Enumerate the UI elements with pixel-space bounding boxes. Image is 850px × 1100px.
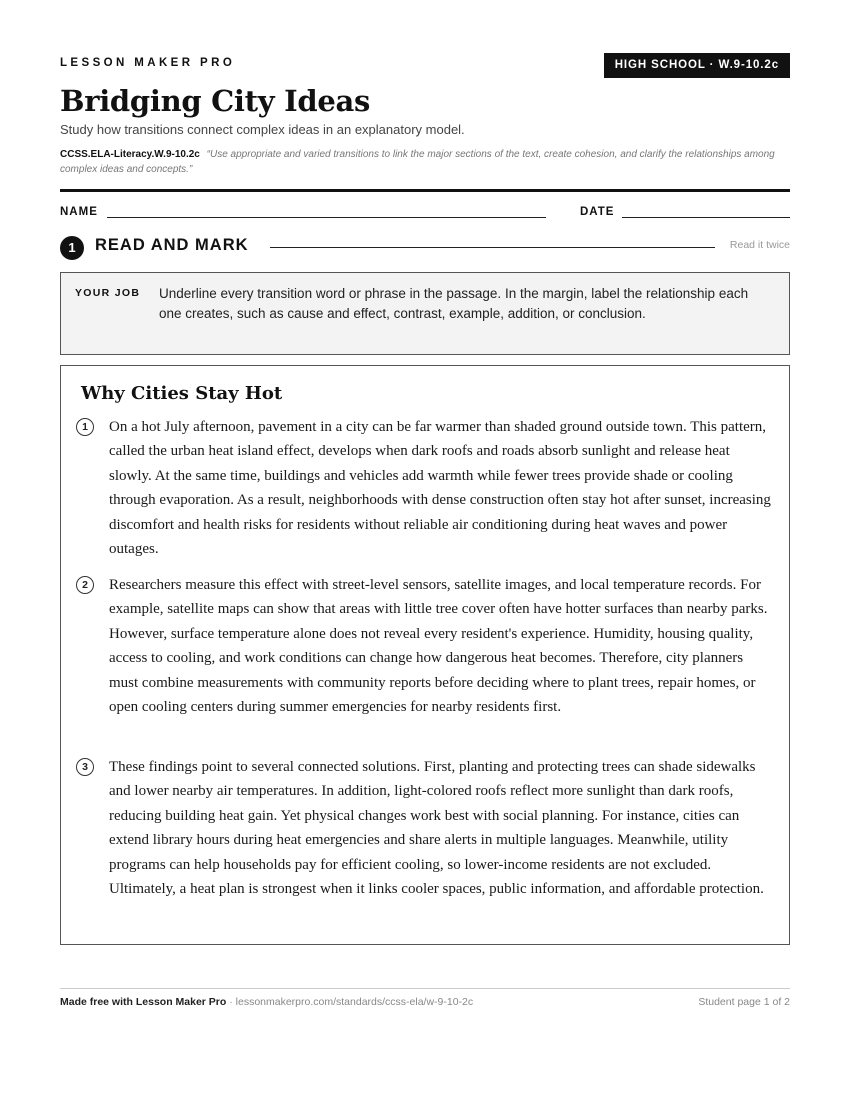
page-subtitle: Study how transitions connect complex ideas in an explanatory model. [60, 122, 465, 137]
section-title: READ AND MARK [95, 236, 249, 254]
footer-url[interactable]: · lessonmakerpro.com/standards/ccss-ela/w-9-10-2c [226, 996, 474, 1008]
passage-paragraph [76, 573, 776, 719]
brand-name: LESSON MAKER PRO [60, 57, 236, 69]
instructions-text: Underline every transition word or phrase in the passage. In the margin, label the relationship each one creates, such as cause and effect, contrast, example, addition, or conclusion. [159, 286, 749, 321]
paragraph-text: Researchers measure this effect with street-level sensors, satellite images, and local temperature records. For example, satellite maps can show that areas with little tree cover often have hotter surfaces than nearby parks. However, surface temperature alone does not reveal every resident's experience. Humidity, housing quality, access to cooling, and work conditions can change how dangerous heat becomes. Therefore, city planners must combine measurements with community reports before deciding where to plant trees, repair homes, or open cooling centers during summer emergencies for nearby residents first. [109, 577, 768, 716]
instructions-label: YOUR JOB [75, 287, 141, 299]
name-label: NAME [60, 206, 98, 218]
date-label: DATE [580, 206, 615, 218]
footer-page-number: Student page 1 of 2 [698, 996, 790, 1008]
paragraph-number: 1 [76, 418, 94, 436]
paragraph-number: 3 [76, 758, 94, 776]
standard-description [60, 147, 790, 177]
level-badge: HIGH SCHOOL · W.9-10.2c [604, 53, 790, 78]
section-number-badge: 1 [60, 236, 84, 260]
name-field[interactable] [107, 217, 546, 218]
standard-quote: “Use appropriate and varied transitions to link the major sections of the text, create cohesion, and clarify the relationships among complex ideas and concepts.” [60, 149, 775, 175]
instructions-box [60, 272, 790, 355]
passage-paragraph [76, 415, 776, 561]
footer-divider [60, 988, 790, 989]
reading-passage [60, 365, 790, 945]
page-title: Bridging City Ideas [60, 84, 370, 118]
passage-paragraph [76, 755, 776, 901]
paragraph-text: These findings point to several connected solutions. First, planting and protecting trees can shade sidewalks and lower nearby air temperatures. In addition, light-colored roofs reflect more sunlight than dark roofs, reducing building heat gain. Yet physical changes work best with social planning. For instance, cities can extend library hours during heat emergencies and share alerts in multiple languages. Meanwhile, utility programs can help households pay for efficient cooling, so lower-income residents are not excluded. Ultimately, a heat plan is strongest when it links cooler spaces, public information, and affordable protection. [109, 759, 764, 898]
section-divider [270, 247, 715, 248]
standard-code: CCSS.ELA-Literacy.W.9-10.2c [60, 149, 200, 160]
paragraph-text: On a hot July afternoon, pavement in a city can be far warmer than shaded ground outside town. This pattern, called the urban heat island effect, develops when dark roofs and roads absorb sunlight and release heat slowly. At the same time, buildings and vehicles add warmth while fewer trees provide shade or cooling through evaporation. As a result, neighborhoods with dense construction often stay hot after sunset, increasing discomfort and health risks for residents without reliable air conditioning during heat waves and power outages. [109, 419, 771, 558]
footer-credit [60, 996, 473, 1008]
passage-title: Why Cities Stay Hot [81, 383, 283, 404]
header-divider [60, 189, 790, 192]
footer-made-with: Made free with Lesson Maker Pro [60, 996, 227, 1008]
paragraph-number: 2 [76, 576, 94, 594]
worksheet-page [60, 0, 790, 1100]
section-note: Read it twice [729, 239, 790, 251]
date-field[interactable] [622, 217, 790, 218]
